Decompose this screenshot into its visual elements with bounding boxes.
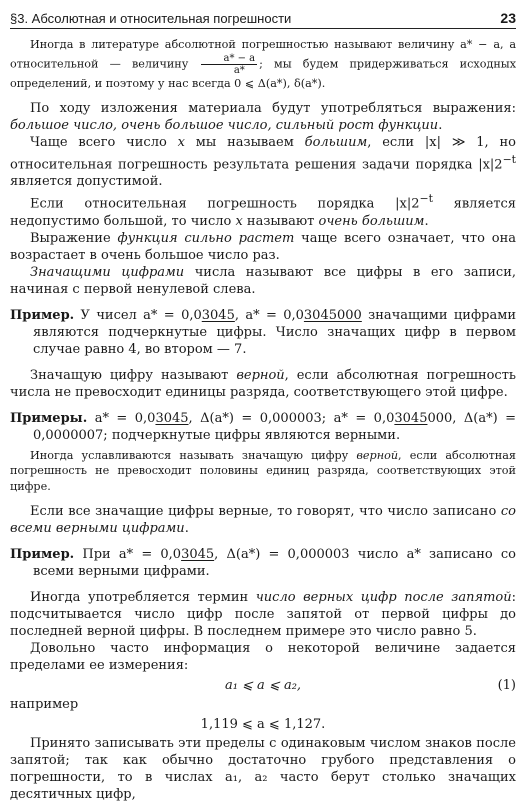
page-number: 23 bbox=[500, 10, 516, 26]
fraction-relative-error: $\frac{a* - a}{a*}$ bbox=[201, 53, 257, 76]
example-significant-digits: Пример. У чисел a* = 0,03045, a* = 0,03045000 значащими цифрами являются подчеркнутые цифры. Число значащих цифр в первом случае равно 4, во втором — 7. bbox=[10, 307, 516, 357]
paragraph-expressions: По ходу изложения материала будут употребляться выражения: большое число, очень большое число, сильный рост функции. bbox=[10, 101, 516, 133]
paragraph-strong-growth: Выражение функция сильно растет чаще всего означает, что она возрастает в очень большое число раз. bbox=[10, 230, 516, 263]
equation-2 bbox=[10, 713, 516, 735]
example-all-correct: Пример. При a* = 0,03045, Δ(a*) = 0,000003 число a* записано со всеми верными цифрами. bbox=[10, 547, 516, 580]
paragraph-limits-notation: Принято записывать эти пределы с одинаковым числом знаков после запятой; так как обычно достаточно грубого представления о погрешности, то в числах a₁, a₂ часто берут столько значащих десятичных цифр, bbox=[10, 736, 516, 803]
remark-half-unit: Иногда уславливаются называть значащую цифру верной, если абсолютная погрешность не превосходит половины единиц разряда, соответствующих этой цифре. bbox=[10, 448, 516, 493]
page-content bbox=[10, 37, 516, 803]
paragraph-digits-after-comma: Иногда употребляется термин число верных цифр после запятой: подсчитывается число цифр после запятой от первой цифры до последней верной цифры. В последнем примере это число равно 5. bbox=[10, 590, 516, 640]
section-title: §3. Абсолютная и относительная погрешности bbox=[10, 11, 292, 26]
paragraph-all-correct-digits: Если все значащие цифры верные, то говорят, что число записано со всеми верными цифрами. bbox=[10, 504, 516, 537]
remark-absolute-relative: Иногда в литературе абсолютной погрешностью называют величину a* − a, а относительной — величину $\frac{a* - a}{a*}$ ; мы будем придерживаться исходных определений, и поэтому у нас всегда 0 ⩽ Δ(a*), δ(a*). bbox=[10, 38, 516, 90]
equation-1 bbox=[10, 674, 516, 696]
equation-1-number: (1) bbox=[497, 677, 516, 693]
paragraph-for-example: например bbox=[10, 697, 79, 713]
paragraph-significant-digits: Значащими цифрами числа называют все цифры в его записи, начиная с первой ненулевой слева. bbox=[10, 264, 516, 297]
paragraph-very-large-number: Если относительная погрешность порядка $|x|2^{-t}$ является недопустимо большой, то число x называют очень большим. bbox=[10, 192, 517, 229]
paragraph-large-number: Чаще всего число x мы называем большим, если |x| ≫ 1, но относительная погрешность результата решения задачи порядка $|x|2^{-t}$ является допустимой. bbox=[10, 135, 516, 190]
running-head bbox=[10, 6, 516, 29]
paragraph-correct-digit: Значащую цифру называют верной, если абсолютная погрешность числа не превосходит единицы разряда, соответствующего этой цифре. bbox=[10, 367, 516, 400]
equation-2-formula: 1,119 ⩽ a ⩽ 1,127. bbox=[200, 716, 326, 732]
example-correct-digits: Примеры. a* = 0,03045, Δ(a*) = 0,000003; a* = 0,03045000, Δ(a*) = 0,0000007; подчеркнутые цифры являются верными. bbox=[10, 410, 517, 443]
paragraph-measurement-limits: Довольно часто информация о некоторой величине задается пределами ее измерения: bbox=[10, 641, 516, 674]
equation-1-formula: a₁ ⩽ a ⩽ a₂, bbox=[224, 677, 302, 693]
